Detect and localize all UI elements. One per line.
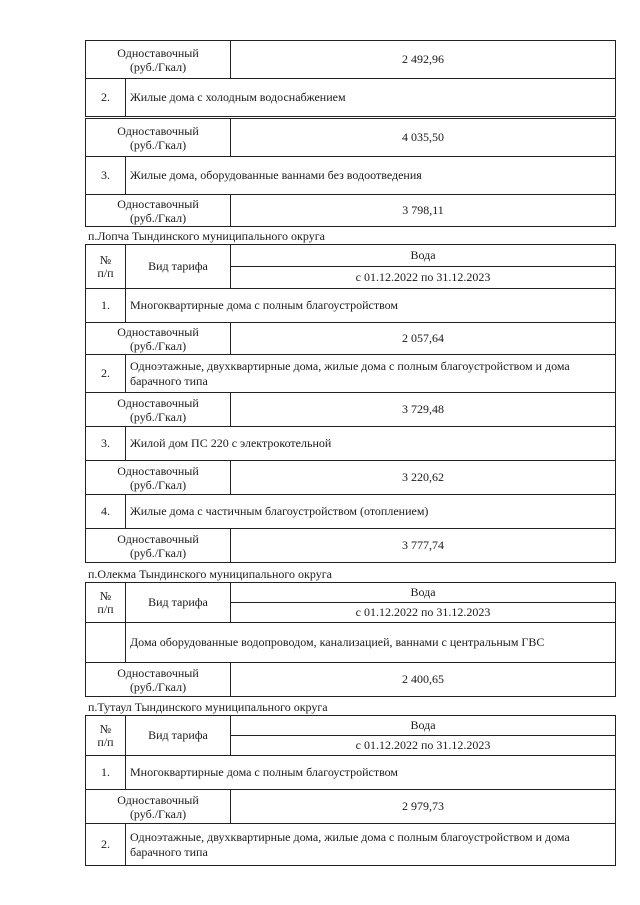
unit-label: (руб./Гкал) <box>129 338 187 353</box>
col-header-period: с 01.12.2022 по 31.12.2023 <box>231 736 616 756</box>
tariff-value: 2 400,65 <box>231 663 616 697</box>
item-description: Одноэтажные, двухквартирные дома, жилые дома с полным благоустройством и дома барачного типа <box>126 824 616 866</box>
unit-label: (руб./Гкал) <box>129 806 187 821</box>
table-row <box>86 393 616 427</box>
one-part-label: Одноставочный <box>117 463 199 478</box>
tariff-value: 2 492,96 <box>231 41 616 79</box>
number-sign: № <box>99 252 112 267</box>
table-row <box>86 119 616 157</box>
one-part-label: Одноставочный <box>117 123 199 138</box>
tariff-table-continued <box>85 40 616 117</box>
number-sign: № <box>99 588 112 603</box>
one-part-label: Одноставочный <box>117 792 199 807</box>
item-description: Жилой дом ПС 220 с электрокотельной <box>126 427 616 461</box>
section-title: п.Лопча Тындинского муниципального округа <box>88 229 325 243</box>
item-description: Одноэтажные, двухквартирные дома, жилые дома с полным благоустройством и дома барачного типа <box>126 355 616 393</box>
col-header-kind: Вид тарифа <box>126 245 231 289</box>
rate-type-cell <box>86 529 231 563</box>
table-header-row <box>86 583 616 603</box>
unit-label: (руб./Гкал) <box>129 137 187 152</box>
item-description: Дома оборудованные водопроводом, канализацией, ваннами с центральным ГВС <box>126 623 616 663</box>
unit-label: (руб./Гкал) <box>129 210 187 225</box>
tariff-value: 3 798,11 <box>231 195 616 227</box>
item-number: 3. <box>86 157 126 195</box>
one-part-label: Одноставочный <box>117 45 199 60</box>
col-header-period: с 01.12.2022 по 31.12.2023 <box>231 603 616 623</box>
rate-type-cell <box>86 119 231 157</box>
item-description: Многоквартирные дома с полным благоустройством <box>126 756 616 790</box>
item-description: Жилые дома, оборудованные ваннами без водоотведения <box>126 157 616 195</box>
table-row <box>86 427 616 461</box>
item-number: 1. <box>86 756 126 790</box>
item-number <box>86 623 126 663</box>
table-header-row <box>86 716 616 736</box>
table-row <box>86 663 616 697</box>
tariff-value: 3 729,48 <box>231 393 616 427</box>
table-row <box>86 79 616 117</box>
col-header-period: с 01.12.2022 по 31.12.2023 <box>231 267 616 289</box>
item-number: 2. <box>86 79 126 117</box>
one-part-label: Одноставочный <box>117 395 199 410</box>
tariff-table-tutaul <box>85 715 616 866</box>
item-description: Жилые дома с холодным водоснабжением <box>126 79 616 117</box>
item-number: 2. <box>86 355 126 393</box>
rate-type-cell <box>86 195 231 227</box>
tariff-table-continued-2 <box>85 118 616 227</box>
table-row <box>86 529 616 563</box>
item-number: 2. <box>86 824 126 866</box>
table-row <box>86 289 616 323</box>
unit-label: (руб./Гкал) <box>129 59 187 74</box>
unit-label: (руб./Гкал) <box>129 545 187 560</box>
col-header-number <box>86 583 126 623</box>
col-header-number <box>86 245 126 289</box>
one-part-label: Одноставочный <box>117 531 199 546</box>
number-abbrev: п/п <box>97 265 114 280</box>
tariff-value: 3 777,74 <box>231 529 616 563</box>
tariff-value: 2 979,73 <box>231 790 616 824</box>
table-row <box>86 756 616 790</box>
col-header-water: Вода <box>231 716 616 736</box>
col-header-number <box>86 716 126 756</box>
col-header-kind: Вид тарифа <box>126 716 231 756</box>
rate-type-cell <box>86 663 231 697</box>
table-row <box>86 461 616 495</box>
table-row <box>86 623 616 663</box>
unit-label: (руб./Гкал) <box>129 679 187 694</box>
item-description: Многоквартирные дома с полным благоустройством <box>126 289 616 323</box>
rate-type-cell <box>86 790 231 824</box>
table-row <box>86 790 616 824</box>
one-part-label: Одноставочный <box>117 665 199 680</box>
tariff-value: 3 220,62 <box>231 461 616 495</box>
col-header-water: Вода <box>231 583 616 603</box>
tariff-value: 4 035,50 <box>231 119 616 157</box>
rate-type-cell <box>86 323 231 355</box>
table-row <box>86 195 616 227</box>
one-part-label: Одноставочный <box>117 196 199 211</box>
unit-label: (руб./Гкал) <box>129 477 187 492</box>
table-row <box>86 495 616 529</box>
section-title: п.Олекма Тындинского муниципального округа <box>88 567 332 581</box>
table-row <box>86 355 616 393</box>
table-row <box>86 323 616 355</box>
tariff-table-lopcha <box>85 244 616 563</box>
table-row <box>86 824 616 866</box>
rate-type-cell <box>86 41 231 79</box>
one-part-label: Одноставочный <box>117 324 199 339</box>
unit-label: (руб./Гкал) <box>129 409 187 424</box>
table-header-row <box>86 245 616 267</box>
rate-type-cell <box>86 393 231 427</box>
tariff-value: 2 057,64 <box>231 323 616 355</box>
section-title: п.Тутаул Тындинского муниципального округа <box>88 700 328 714</box>
item-number: 4. <box>86 495 126 529</box>
number-abbrev: п/п <box>97 601 114 616</box>
col-header-water: Вода <box>231 245 616 267</box>
number-abbrev: п/п <box>97 734 114 749</box>
tariff-table-olekma <box>85 582 616 697</box>
rate-type-cell <box>86 461 231 495</box>
item-number: 3. <box>86 427 126 461</box>
item-description: Жилые дома с частичным благоустройством (отоплением) <box>126 495 616 529</box>
item-number: 1. <box>86 289 126 323</box>
col-header-kind: Вид тарифа <box>126 583 231 623</box>
number-sign: № <box>99 721 112 736</box>
table-row <box>86 41 616 79</box>
table-row <box>86 157 616 195</box>
